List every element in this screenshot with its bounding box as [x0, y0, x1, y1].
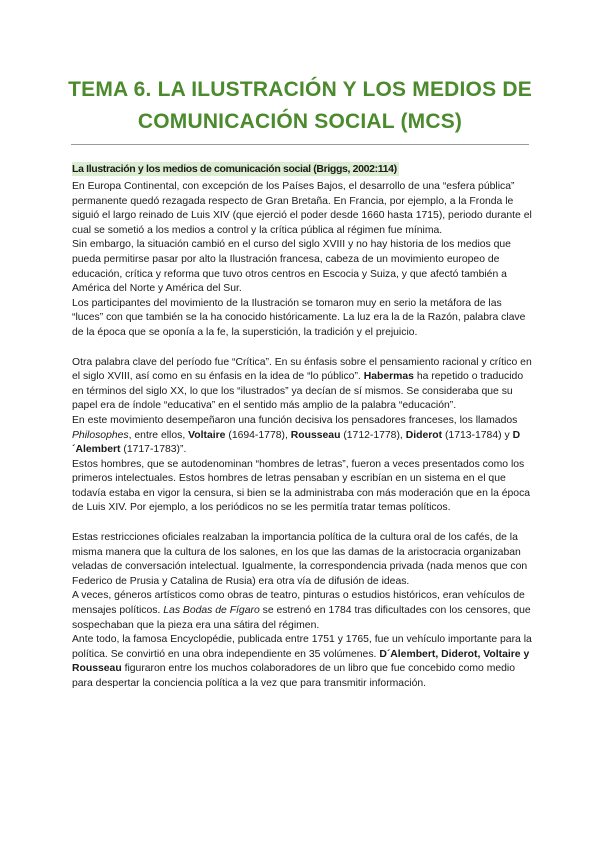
diderot-name: Diderot — [405, 429, 443, 441]
pensadores-text-b: , entre ellos, — [128, 429, 186, 441]
section-heading: La Ilustración y los medios de comunicación social (Briggs, 2002:114) — [72, 163, 397, 175]
paragraph-generos-artisticos — [72, 589, 532, 633]
critica-text-b: ha repetido o traducido en términos del siglo XX, lo que los “ilustrados” ya decían de sí mismos. Se consideraba que su papel era de índole “educativa” en el sentido más amplio de la palabra “educación”. — [72, 371, 524, 412]
bodas-de-figaro-title: Las Bodas de Fígaro — [163, 605, 260, 617]
paragraph-pensadores — [72, 414, 532, 458]
encyclopedie-text-a: Ante todo, la famosa Encyclopédie, publicada entre 1751 y 1765, fue un vehículo importante para la política. Se convirtió en una obra independiente en 35 volúmenes. — [72, 634, 532, 660]
dalembert-dates: (1717-1783)”. — [123, 444, 187, 456]
paragraph-restricciones: Estas restricciones oficiales realzaban la importancia política de la cultura oral de los cafés, de la misma manera que la cultura de los salones, en los que las damas de la aristocracia organizaban veladas de conversación intelectual. Igualmente, la correspondencia privada (nada menos que con Federico de Prusia y Catalina de Rusia) era otra vía de difusión de ideas. — [72, 532, 528, 587]
page-title-line-2: COMUNICACIÓN SOCIAL (MCS) — [137, 110, 463, 133]
rousseau-name: Rousseau — [290, 429, 341, 441]
rousseau-dates: (1712-1778), — [343, 429, 403, 441]
paragraph-critica — [72, 356, 532, 414]
paragraph-spacer — [72, 341, 532, 356]
paragraph-encyclopedie — [72, 633, 532, 691]
generos-text-b: se estrenó en 1784 tras dificultades con los censores, que sospechaban que la pieza era una sátira del régimen. — [72, 605, 531, 631]
habermas-name: Habermas — [363, 371, 414, 383]
paragraph-spacer — [72, 516, 532, 531]
document-body — [72, 180, 532, 692]
diderot-dates: (1713-1784) y — [444, 429, 510, 441]
paragraph-hombres-de-letras: Estos hombres, que se autodenominan “hombres de letras”, fueron a veces presentados como los primeros intelectuales. Estos hombres de letras pensaban y escribían en un sistema en el que todavía estaba en vigor la censura, si bien se la administraba con más moderación que en la época de Luis XIV. Por ejemplo, a los periódicos no se les permitía tratar temas políticos. — [72, 458, 531, 514]
dalembert-name: D´Alembert — [72, 429, 521, 456]
critica-text-a: Otra palabra clave del período fue “Crítica”. En su énfasis sobre el pensamiento racional y crítico en el siglo XVIII, así como en su énfasis en la idea de “lo público”. — [72, 356, 532, 383]
voltaire-dates: (1694-1778), — [228, 429, 288, 441]
paragraph-luces: Los participantes del movimiento de la Ilustración se tomaron muy en serio la metáfora de las “luces” con que también se la ha conocido históricamente. La luz era la de la Razón, palabra clave de la época que se oponía a la fe, la superstición, la tradición y el prejuicio. — [72, 297, 526, 338]
philosophes-term: Philosophes — [72, 429, 129, 441]
encyclopedie-authors: D´Alembert, Diderot, Voltaire y Rousseau — [72, 648, 530, 675]
encyclopedie-text-b: figuraron entre los muchos colaboradores de un libro que fue concebido como medio para despertar la conciencia política a la vez que para transmitir información. — [72, 663, 516, 689]
page-title — [60, 74, 540, 138]
generos-text-a: A veces, géneros artísticos como obras de teatro, pinturas o estudios históricos, eran vehículos de mensajes políticos. — [72, 590, 525, 617]
pensadores-text-a: En este movimiento desempeñaron una función decisiva los pensadores franceses, los llamados — [72, 414, 518, 426]
title-divider — [71, 144, 529, 145]
voltaire-name: Voltaire — [188, 429, 226, 441]
page-title-line-1: TEMA 6. LA ILUSTRACIÓN Y LOS MEDIOS DE — [68, 78, 532, 101]
paragraph-europa-continental: En Europa Continental, con excepción de los Países Bajos, el desarrollo de una “esfera pública” permanente quedó rezagada respecto de Gran Bretaña. En Francia, por ejemplo, a la Fronda le siguió el largo reinado de Luis XIV (que ejerció el poder desde 1660 hasta 1715), periodo durante el cual se sometió a los medios a control y la crítica pública al régimen fue mínima. — [72, 181, 532, 236]
paragraph-siglo-xviii: Sin embargo, la situación cambió en el curso del siglo XVIII y no hay historia de los medios que pueda permitirse pasar por alto la Ilustración francesa, cabeza de un movimiento europeo de educación, crítica y reforma que tuvo otros centros en Escocia y Suiza, y que afectó también a América del Norte y América del Sur. — [72, 239, 511, 295]
